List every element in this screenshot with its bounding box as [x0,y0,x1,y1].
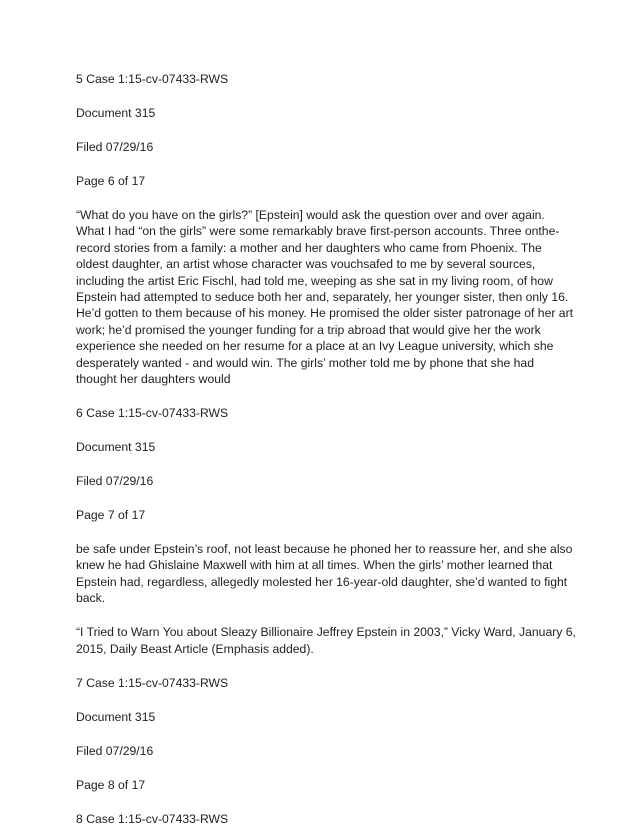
citation-paragraph: “I Tried to Warn You about Sleazy Billionaire Jeffrey Epstein in 2003,” Vicky Ward, January 6, 2015, Daily Beast Article (Emphasis added). [76,625,576,656]
page-marker-case-number: 8 Case 1:15-cv-07433-RWS [76,811,229,826]
page-marker-document-number: Document 315 [76,440,156,455]
page-marker-case-number: 5 Case 1:15-cv-07433-RWS [76,72,229,86]
page-marker-case-number: 7 Case 1:15-cv-07433-RWS [76,675,229,690]
page-marker-filed-date: Filed 07/29/16 [76,140,154,154]
page-marker-page-number: Page 8 of 17 [76,777,146,792]
page-marker-document-number: Document 315 [76,709,156,724]
page-marker-page-number: Page 6 of 17 [76,174,146,188]
page-marker-filed-date: Filed 07/29/16 [76,474,154,489]
page-marker-filed-date: Filed 07/29/16 [76,743,154,758]
page-marker-page-number: Page 7 of 17 [76,508,146,523]
body-paragraph: “What do you have on the girls?” [Epstein] would ask the question over and over again. What I had “on the girls” were some remarkably brave first-person accounts. Three onthe-record stories from a family: a mother and her daughters who came from Phoenix. The oldest daughter, an artist whose character was vouchsafed to me by several sources, including the artist Eric Fischl, had told me, weeping as she sat in my living room, of how Epstein had attempted to seduce both her and, separately, her younger sister, then only 16. He’d gotten to them because of his money. He promised the older sister patronage of her art work; he’d promised the younger funding for a trip abroad that would give her the work experience she needed on her resume for a place at an Ivy League university, which she desperately wanted - and would win. The girls’ mother told me by phone that she had thought her daughters would [76,208,574,387]
body-paragraph: be safe under Epstein’s roof, not least because he phoned her to reassure her, and she also knew he had Ghislaine Maxwell with him at all times. When the girls’ mother learned that Epstein had, regardless, allegedly molested her 16-year-old daughter, she’d wanted to fight back. [76,542,573,606]
page-marker-document-number: Document 315 [76,106,156,120]
page-marker-case-number: 6 Case 1:15-cv-07433-RWS [76,406,229,421]
